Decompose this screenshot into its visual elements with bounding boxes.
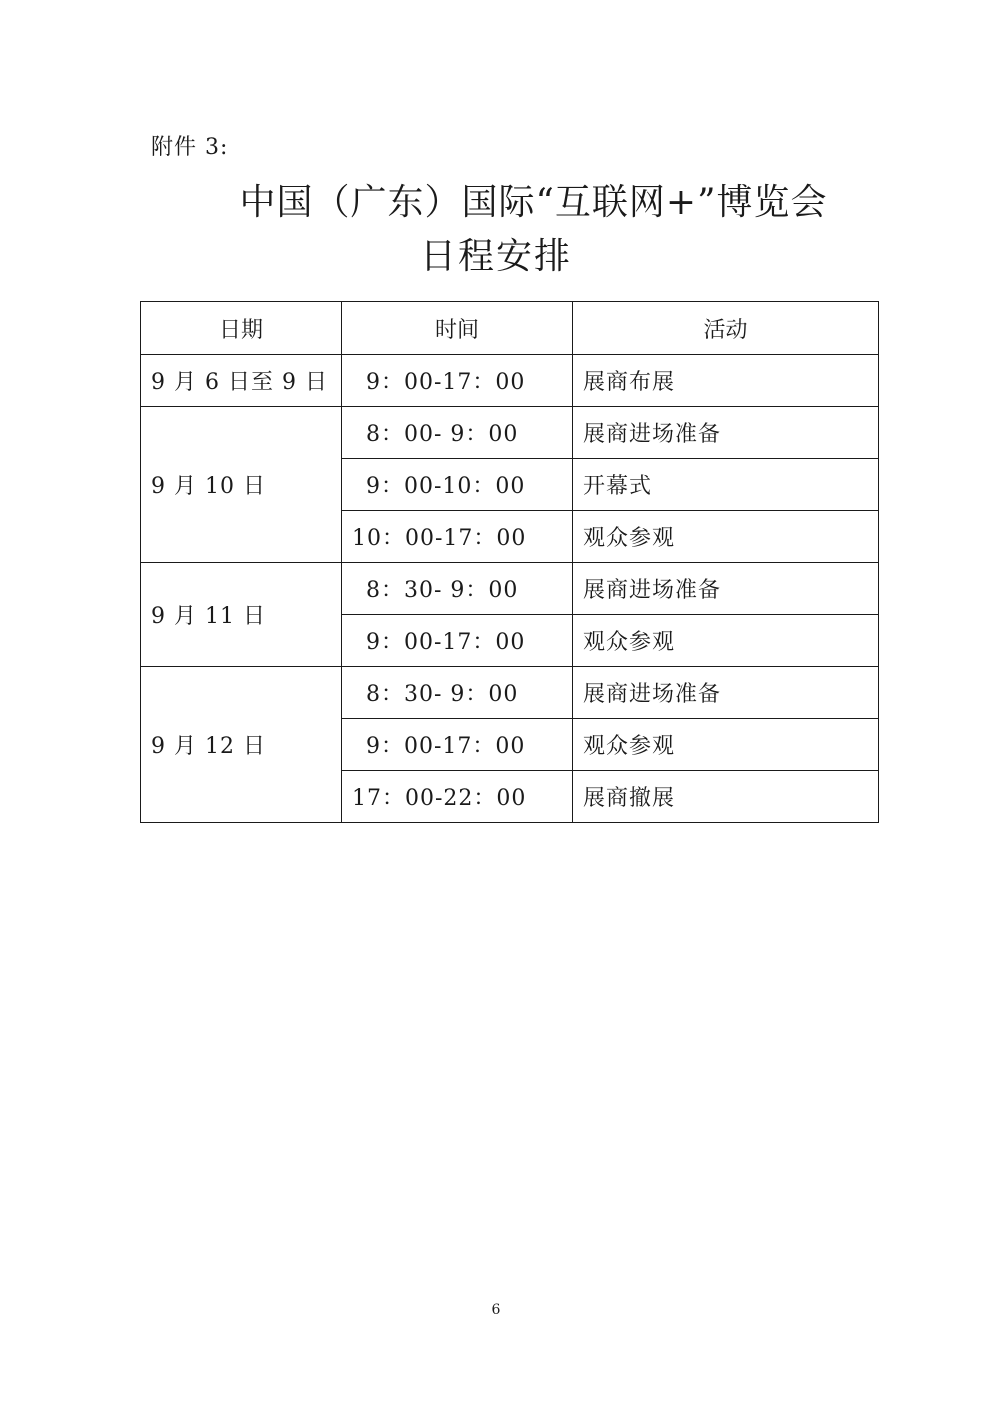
activity-cell: 观众参观 <box>573 719 879 771</box>
time-cell: 8：00- 9：00 <box>342 407 573 459</box>
document-subtitle: 日程安排 <box>419 236 572 277</box>
header-date: 日期 <box>141 302 342 355</box>
date-cell: 9 月 11 日 <box>141 563 342 667</box>
time-cell: 10：00-17：00 <box>342 511 573 563</box>
activity-cell: 观众参观 <box>573 615 879 667</box>
date-cell: 9 月 12 日 <box>141 667 342 823</box>
activity-cell: 展商撤展 <box>573 771 879 823</box>
activity-cell: 开幕式 <box>573 459 879 511</box>
time-cell: 9：00-17：00 <box>342 355 573 407</box>
activity-cell: 展商进场准备 <box>573 407 879 459</box>
table-row <box>141 563 879 615</box>
activity-cell: 展商布展 <box>573 355 879 407</box>
page-number: 6 <box>491 1302 501 1318</box>
date-cell: 9 月 6 日至 9 日 <box>141 355 342 407</box>
attachment-label: 附件 3: <box>151 135 229 160</box>
header-time: 时间 <box>342 302 573 355</box>
header-activity: 活动 <box>573 302 879 355</box>
activity-cell: 观众参观 <box>573 511 879 563</box>
table-row <box>141 667 879 719</box>
activity-cell: 展商进场准备 <box>573 667 879 719</box>
time-cell: 8：30- 9：00 <box>342 667 573 719</box>
table-header-row <box>141 302 879 355</box>
activity-cell: 展商进场准备 <box>573 563 879 615</box>
table-row <box>141 407 879 459</box>
time-cell: 17：00-22：00 <box>342 771 573 823</box>
time-cell: 8：30- 9：00 <box>342 563 573 615</box>
time-cell: 9：00-10：00 <box>342 459 573 511</box>
time-cell: 9：00-17：00 <box>342 719 573 771</box>
document-title: 中国（广东）国际“互联网+”博览会 <box>239 182 828 223</box>
schedule-table <box>140 301 879 823</box>
date-cell: 9 月 10 日 <box>141 407 342 563</box>
time-cell: 9：00-17：00 <box>342 615 573 667</box>
table-row <box>141 355 879 407</box>
